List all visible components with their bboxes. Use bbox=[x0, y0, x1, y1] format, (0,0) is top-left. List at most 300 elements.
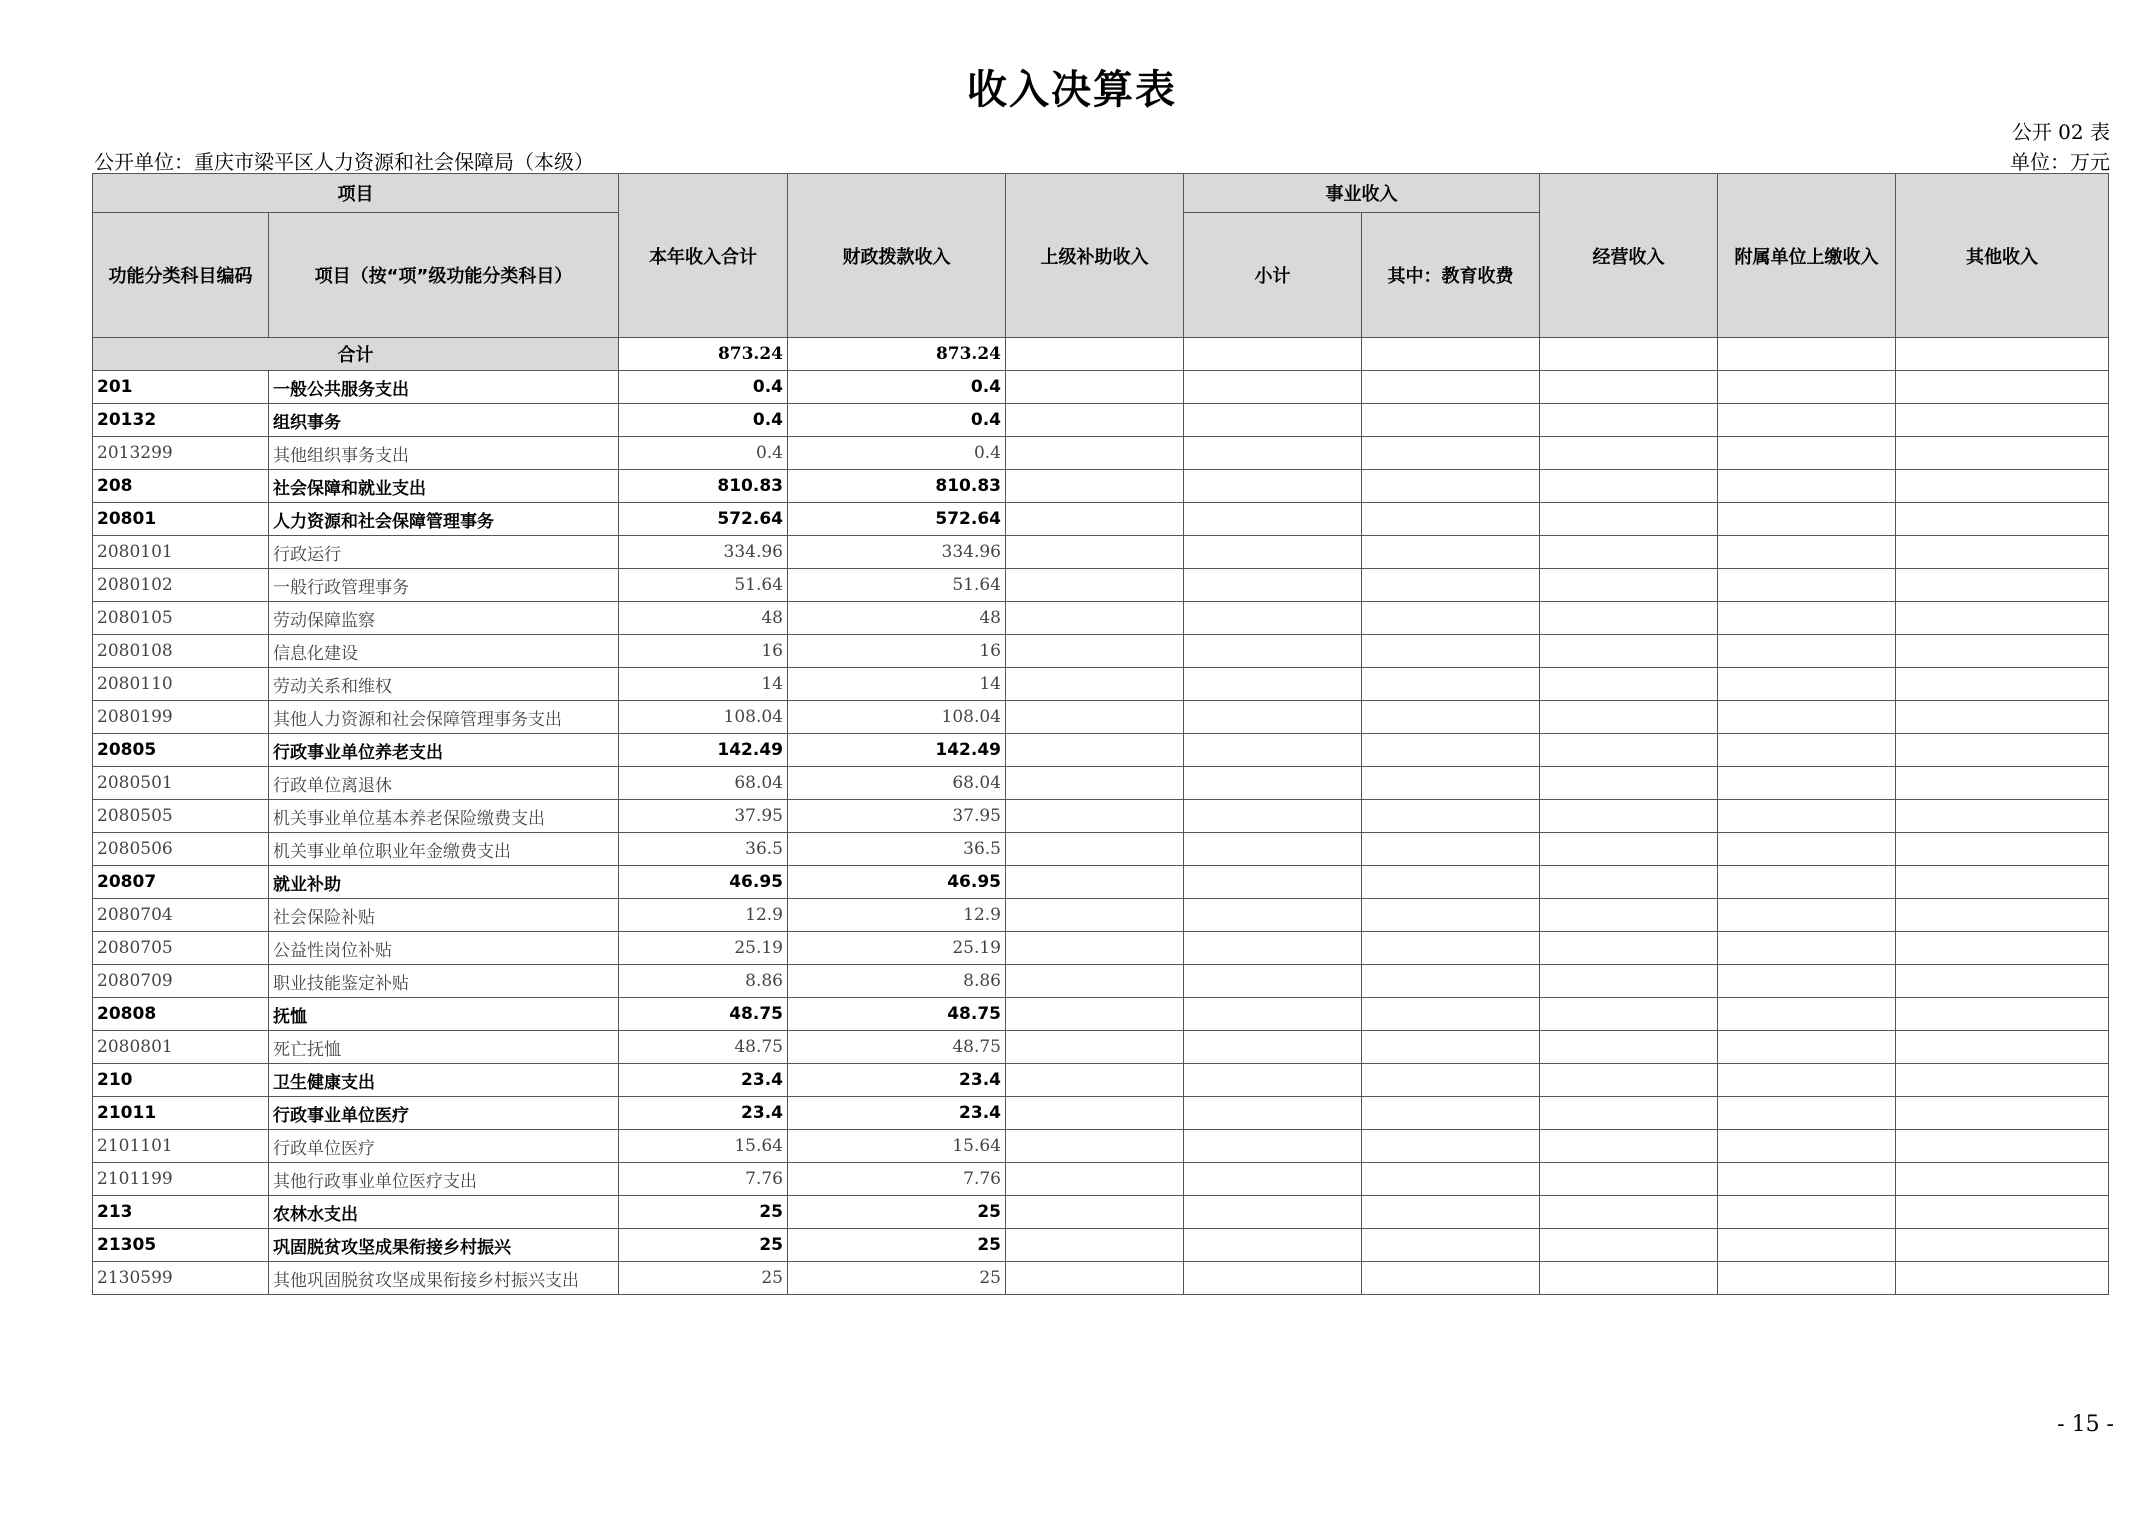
function-code-cell: 20807 bbox=[93, 866, 269, 899]
empty-cell bbox=[1896, 899, 2109, 932]
empty-cell bbox=[1362, 338, 1540, 371]
empty-cell bbox=[1540, 668, 1718, 701]
item-name-cell: 农林水支出 bbox=[269, 1196, 619, 1229]
item-name-cell: 公益性岗位补贴 bbox=[269, 932, 619, 965]
fiscal-appropriation-cell: 0.4 bbox=[788, 371, 1006, 404]
empty-cell bbox=[1006, 998, 1184, 1031]
item-name-cell: 机关事业单位基本养老保险缴费支出 bbox=[269, 800, 619, 833]
function-code-cell: 2080705 bbox=[93, 932, 269, 965]
item-name-cell: 死亡抚恤 bbox=[269, 1031, 619, 1064]
empty-cell bbox=[1006, 1229, 1184, 1262]
empty-cell bbox=[1896, 1229, 2109, 1262]
business-income-group-header: 事业收入 bbox=[1184, 174, 1540, 213]
function-code-cell: 2080801 bbox=[93, 1031, 269, 1064]
empty-cell bbox=[1184, 866, 1362, 899]
table-row bbox=[93, 1097, 2109, 1130]
total-income-cell: 48.75 bbox=[619, 998, 788, 1031]
empty-cell bbox=[1540, 635, 1718, 668]
empty-cell bbox=[1006, 635, 1184, 668]
total-income-header: 本年收入合计 bbox=[619, 174, 788, 338]
empty-cell bbox=[1184, 899, 1362, 932]
income-settlement-table bbox=[92, 173, 2109, 1295]
fiscal-appropriation-cell: 37.95 bbox=[788, 800, 1006, 833]
empty-cell bbox=[1362, 1163, 1540, 1196]
item-name-cell: 信息化建设 bbox=[269, 635, 619, 668]
total-income-cell: 36.5 bbox=[619, 833, 788, 866]
empty-cell bbox=[1006, 668, 1184, 701]
empty-cell bbox=[1006, 536, 1184, 569]
total-income-cell: 37.95 bbox=[619, 800, 788, 833]
fiscal-appropriation-cell: 142.49 bbox=[788, 734, 1006, 767]
empty-cell bbox=[1184, 536, 1362, 569]
function-code-cell: 2080506 bbox=[93, 833, 269, 866]
empty-cell bbox=[1184, 965, 1362, 998]
empty-cell bbox=[1006, 371, 1184, 404]
fiscal-appropriation-cell: 25 bbox=[788, 1196, 1006, 1229]
empty-cell bbox=[1540, 569, 1718, 602]
empty-cell bbox=[1006, 338, 1184, 371]
item-name-cell: 行政运行 bbox=[269, 536, 619, 569]
empty-cell bbox=[1718, 800, 1896, 833]
total-income-cell: 48 bbox=[619, 602, 788, 635]
empty-cell bbox=[1718, 701, 1896, 734]
empty-cell bbox=[1362, 1130, 1540, 1163]
function-code-cell: 2101199 bbox=[93, 1163, 269, 1196]
item-name-cell: 一般公共服务支出 bbox=[269, 371, 619, 404]
function-code-cell: 20132 bbox=[93, 404, 269, 437]
empty-cell bbox=[1896, 1064, 2109, 1097]
empty-cell bbox=[1540, 503, 1718, 536]
empty-cell bbox=[1006, 1262, 1184, 1295]
function-code-cell: 201 bbox=[93, 371, 269, 404]
empty-cell bbox=[1006, 569, 1184, 602]
empty-cell bbox=[1718, 404, 1896, 437]
function-code-header: 功能分类科目编码 bbox=[93, 213, 269, 338]
empty-cell bbox=[1006, 866, 1184, 899]
empty-cell bbox=[1896, 470, 2109, 503]
empty-cell bbox=[1718, 1196, 1896, 1229]
empty-cell bbox=[1896, 536, 2109, 569]
function-code-cell: 2080709 bbox=[93, 965, 269, 998]
table-row bbox=[93, 1031, 2109, 1064]
table-row bbox=[93, 668, 2109, 701]
total-income-cell: 15.64 bbox=[619, 1130, 788, 1163]
empty-cell bbox=[1184, 1229, 1362, 1262]
empty-cell bbox=[1362, 701, 1540, 734]
table-row bbox=[93, 569, 2109, 602]
table-row bbox=[93, 503, 2109, 536]
empty-cell bbox=[1540, 998, 1718, 1031]
fiscal-appropriation-cell: 7.76 bbox=[788, 1163, 1006, 1196]
empty-cell bbox=[1540, 800, 1718, 833]
empty-cell bbox=[1896, 932, 2109, 965]
empty-cell bbox=[1362, 1097, 1540, 1130]
empty-cell bbox=[1718, 668, 1896, 701]
empty-cell bbox=[1184, 1064, 1362, 1097]
item-name-cell: 职业技能鉴定补贴 bbox=[269, 965, 619, 998]
empty-cell bbox=[1540, 932, 1718, 965]
fiscal-appropriation-header: 财政拨款收入 bbox=[788, 174, 1006, 338]
table-row bbox=[93, 734, 2109, 767]
empty-cell bbox=[1896, 503, 2109, 536]
empty-cell bbox=[1184, 701, 1362, 734]
empty-cell bbox=[1184, 998, 1362, 1031]
fiscal-appropriation-cell: 25 bbox=[788, 1229, 1006, 1262]
fiscal-appropriation-cell: 873.24 bbox=[788, 338, 1006, 371]
empty-cell bbox=[1184, 668, 1362, 701]
table-row bbox=[93, 965, 2109, 998]
item-name-cell: 行政单位离退休 bbox=[269, 767, 619, 800]
function-code-cell: 2080704 bbox=[93, 899, 269, 932]
empty-cell bbox=[1362, 602, 1540, 635]
fiscal-appropriation-cell: 14 bbox=[788, 668, 1006, 701]
total-income-cell: 23.4 bbox=[619, 1064, 788, 1097]
empty-cell bbox=[1006, 503, 1184, 536]
currency-unit: 单位：万元 bbox=[2010, 150, 2110, 174]
empty-cell bbox=[1718, 338, 1896, 371]
empty-cell bbox=[1896, 866, 2109, 899]
table-row bbox=[93, 437, 2109, 470]
empty-cell bbox=[1718, 371, 1896, 404]
function-code-cell: 210 bbox=[93, 1064, 269, 1097]
empty-cell bbox=[1540, 1196, 1718, 1229]
empty-cell bbox=[1718, 1064, 1896, 1097]
item-name-cell: 巩固脱贫攻坚成果衔接乡村振兴 bbox=[269, 1229, 619, 1262]
total-label: 合计 bbox=[93, 338, 619, 371]
empty-cell bbox=[1362, 1262, 1540, 1295]
item-name-cell: 卫生健康支出 bbox=[269, 1064, 619, 1097]
empty-cell bbox=[1184, 404, 1362, 437]
empty-cell bbox=[1362, 734, 1540, 767]
function-code-cell: 2013299 bbox=[93, 437, 269, 470]
empty-cell bbox=[1718, 965, 1896, 998]
reporting-unit: 公开单位：重庆市梁平区人力资源和社会保障局（本级） bbox=[94, 150, 594, 174]
empty-cell bbox=[1006, 800, 1184, 833]
item-name-cell: 社会保险补贴 bbox=[269, 899, 619, 932]
function-code-cell: 21305 bbox=[93, 1229, 269, 1262]
empty-cell bbox=[1362, 635, 1540, 668]
empty-cell bbox=[1006, 833, 1184, 866]
item-name-cell: 一般行政管理事务 bbox=[269, 569, 619, 602]
other-income-header: 其他收入 bbox=[1896, 174, 2109, 338]
empty-cell bbox=[1362, 866, 1540, 899]
empty-cell bbox=[1006, 734, 1184, 767]
item-name-cell: 劳动保障监察 bbox=[269, 602, 619, 635]
total-income-cell: 48.75 bbox=[619, 1031, 788, 1064]
fiscal-appropriation-cell: 68.04 bbox=[788, 767, 1006, 800]
table-row bbox=[93, 998, 2109, 1031]
empty-cell bbox=[1718, 767, 1896, 800]
table-row bbox=[93, 1196, 2109, 1229]
empty-cell bbox=[1718, 503, 1896, 536]
fiscal-appropriation-cell: 36.5 bbox=[788, 833, 1006, 866]
table-row bbox=[93, 833, 2109, 866]
table-row bbox=[93, 470, 2109, 503]
fiscal-appropriation-cell: 334.96 bbox=[788, 536, 1006, 569]
empty-cell bbox=[1362, 932, 1540, 965]
empty-cell bbox=[1896, 1130, 2109, 1163]
empty-cell bbox=[1718, 1163, 1896, 1196]
empty-cell bbox=[1540, 437, 1718, 470]
empty-cell bbox=[1896, 404, 2109, 437]
total-income-cell: 7.76 bbox=[619, 1163, 788, 1196]
function-code-cell: 2130599 bbox=[93, 1262, 269, 1295]
empty-cell bbox=[1896, 965, 2109, 998]
item-name-cell: 行政事业单位养老支出 bbox=[269, 734, 619, 767]
empty-cell bbox=[1184, 1163, 1362, 1196]
fiscal-appropriation-cell: 12.9 bbox=[788, 899, 1006, 932]
empty-cell bbox=[1362, 503, 1540, 536]
total-income-cell: 51.64 bbox=[619, 569, 788, 602]
empty-cell bbox=[1718, 470, 1896, 503]
empty-cell bbox=[1006, 899, 1184, 932]
empty-cell bbox=[1006, 1196, 1184, 1229]
empty-cell bbox=[1184, 1097, 1362, 1130]
empty-cell bbox=[1184, 833, 1362, 866]
empty-cell bbox=[1718, 635, 1896, 668]
total-income-cell: 0.4 bbox=[619, 371, 788, 404]
empty-cell bbox=[1184, 767, 1362, 800]
empty-cell bbox=[1184, 569, 1362, 602]
empty-cell bbox=[1896, 734, 2109, 767]
empty-cell bbox=[1006, 1163, 1184, 1196]
empty-cell bbox=[1540, 1262, 1718, 1295]
empty-cell bbox=[1540, 899, 1718, 932]
function-code-cell: 208 bbox=[93, 470, 269, 503]
empty-cell bbox=[1540, 1229, 1718, 1262]
total-income-cell: 12.9 bbox=[619, 899, 788, 932]
table-row bbox=[93, 635, 2109, 668]
empty-cell bbox=[1896, 1196, 2109, 1229]
function-code-cell: 20805 bbox=[93, 734, 269, 767]
empty-cell bbox=[1540, 1163, 1718, 1196]
empty-cell bbox=[1362, 998, 1540, 1031]
empty-cell bbox=[1718, 1229, 1896, 1262]
total-income-cell: 810.83 bbox=[619, 470, 788, 503]
empty-cell bbox=[1006, 965, 1184, 998]
empty-cell bbox=[1718, 1130, 1896, 1163]
empty-cell bbox=[1006, 767, 1184, 800]
empty-cell bbox=[1006, 1064, 1184, 1097]
empty-cell bbox=[1718, 899, 1896, 932]
function-code-cell: 2080105 bbox=[93, 602, 269, 635]
empty-cell bbox=[1896, 767, 2109, 800]
table-row bbox=[93, 899, 2109, 932]
empty-cell bbox=[1184, 602, 1362, 635]
empty-cell bbox=[1184, 932, 1362, 965]
empty-cell bbox=[1718, 602, 1896, 635]
empty-cell bbox=[1896, 635, 2109, 668]
fiscal-appropriation-cell: 51.64 bbox=[788, 569, 1006, 602]
fiscal-appropriation-cell: 23.4 bbox=[788, 1064, 1006, 1097]
table-row bbox=[93, 1130, 2109, 1163]
fiscal-appropriation-cell: 810.83 bbox=[788, 470, 1006, 503]
empty-cell bbox=[1362, 1064, 1540, 1097]
function-code-cell: 2080108 bbox=[93, 635, 269, 668]
item-name-cell: 其他行政事业单位医疗支出 bbox=[269, 1163, 619, 1196]
affiliate-remittance-header: 附属单位上缴收入 bbox=[1718, 174, 1896, 338]
empty-cell bbox=[1540, 1097, 1718, 1130]
total-income-cell: 68.04 bbox=[619, 767, 788, 800]
fiscal-appropriation-cell: 8.86 bbox=[788, 965, 1006, 998]
report-title: 收入决算表 bbox=[967, 67, 1177, 113]
table-row bbox=[93, 800, 2109, 833]
empty-cell bbox=[1362, 899, 1540, 932]
empty-cell bbox=[1362, 767, 1540, 800]
function-code-cell: 21011 bbox=[93, 1097, 269, 1130]
empty-cell bbox=[1540, 767, 1718, 800]
total-income-cell: 46.95 bbox=[619, 866, 788, 899]
empty-cell bbox=[1184, 437, 1362, 470]
empty-cell bbox=[1006, 437, 1184, 470]
empty-cell bbox=[1540, 404, 1718, 437]
total-income-cell: 16 bbox=[619, 635, 788, 668]
empty-cell bbox=[1718, 866, 1896, 899]
empty-cell bbox=[1184, 470, 1362, 503]
empty-cell bbox=[1896, 437, 2109, 470]
item-name-cell: 劳动关系和维权 bbox=[269, 668, 619, 701]
item-name-cell: 就业补助 bbox=[269, 866, 619, 899]
fiscal-appropriation-cell: 48 bbox=[788, 602, 1006, 635]
table-row bbox=[93, 1163, 2109, 1196]
empty-cell bbox=[1896, 701, 2109, 734]
table-row bbox=[93, 602, 2109, 635]
fiscal-appropriation-cell: 16 bbox=[788, 635, 1006, 668]
empty-cell bbox=[1362, 404, 1540, 437]
total-income-cell: 25 bbox=[619, 1229, 788, 1262]
empty-cell bbox=[1896, 1031, 2109, 1064]
fiscal-appropriation-cell: 48.75 bbox=[788, 1031, 1006, 1064]
empty-cell bbox=[1896, 1262, 2109, 1295]
item-name-cell: 其他巩固脱贫攻坚成果衔接乡村振兴支出 bbox=[269, 1262, 619, 1295]
table-row bbox=[93, 866, 2109, 899]
operating-income-header: 经营收入 bbox=[1540, 174, 1718, 338]
function-code-cell: 2080505 bbox=[93, 800, 269, 833]
empty-cell bbox=[1362, 470, 1540, 503]
table-row bbox=[93, 701, 2109, 734]
empty-cell bbox=[1006, 1130, 1184, 1163]
empty-cell bbox=[1540, 371, 1718, 404]
empty-cell bbox=[1184, 503, 1362, 536]
item-name-cell: 其他人力资源和社会保障管理事务支出 bbox=[269, 701, 619, 734]
empty-cell bbox=[1540, 734, 1718, 767]
fiscal-appropriation-cell: 25.19 bbox=[788, 932, 1006, 965]
item-name-cell: 社会保障和就业支出 bbox=[269, 470, 619, 503]
table-row bbox=[93, 1262, 2109, 1295]
empty-cell bbox=[1362, 965, 1540, 998]
empty-cell bbox=[1896, 800, 2109, 833]
empty-cell bbox=[1006, 1031, 1184, 1064]
item-name-cell: 组织事务 bbox=[269, 404, 619, 437]
empty-cell bbox=[1362, 569, 1540, 602]
empty-cell bbox=[1718, 1031, 1896, 1064]
empty-cell bbox=[1540, 1130, 1718, 1163]
empty-cell bbox=[1540, 866, 1718, 899]
empty-cell bbox=[1896, 338, 2109, 371]
empty-cell bbox=[1718, 437, 1896, 470]
total-income-cell: 14 bbox=[619, 668, 788, 701]
fiscal-appropriation-cell: 0.4 bbox=[788, 437, 1006, 470]
empty-cell bbox=[1540, 1064, 1718, 1097]
empty-cell bbox=[1184, 734, 1362, 767]
superior-subsidy-header: 上级补助收入 bbox=[1006, 174, 1184, 338]
empty-cell bbox=[1896, 998, 2109, 1031]
fiscal-appropriation-cell: 25 bbox=[788, 1262, 1006, 1295]
empty-cell bbox=[1006, 932, 1184, 965]
function-code-cell: 2080501 bbox=[93, 767, 269, 800]
fiscal-appropriation-cell: 572.64 bbox=[788, 503, 1006, 536]
form-number: 公开 02 表 bbox=[2011, 120, 2110, 144]
empty-cell bbox=[1184, 800, 1362, 833]
empty-cell bbox=[1540, 701, 1718, 734]
empty-cell bbox=[1718, 1262, 1896, 1295]
empty-cell bbox=[1540, 833, 1718, 866]
function-code-cell: 2080102 bbox=[93, 569, 269, 602]
empty-cell bbox=[1896, 668, 2109, 701]
table-row bbox=[93, 932, 2109, 965]
empty-cell bbox=[1006, 701, 1184, 734]
function-code-cell: 20801 bbox=[93, 503, 269, 536]
empty-cell bbox=[1184, 635, 1362, 668]
empty-cell bbox=[1184, 1262, 1362, 1295]
total-income-cell: 334.96 bbox=[619, 536, 788, 569]
total-income-cell: 572.64 bbox=[619, 503, 788, 536]
total-income-cell: 8.86 bbox=[619, 965, 788, 998]
total-income-cell: 25.19 bbox=[619, 932, 788, 965]
empty-cell bbox=[1540, 470, 1718, 503]
empty-cell bbox=[1184, 338, 1362, 371]
fiscal-appropriation-cell: 108.04 bbox=[788, 701, 1006, 734]
business-subtotal-header: 小计 bbox=[1184, 213, 1362, 338]
empty-cell bbox=[1718, 998, 1896, 1031]
item-name-cell: 行政事业单位医疗 bbox=[269, 1097, 619, 1130]
empty-cell bbox=[1540, 338, 1718, 371]
item-name-cell: 抚恤 bbox=[269, 998, 619, 1031]
fiscal-appropriation-cell: 15.64 bbox=[788, 1130, 1006, 1163]
function-code-cell: 2080199 bbox=[93, 701, 269, 734]
empty-cell bbox=[1540, 602, 1718, 635]
empty-cell bbox=[1362, 800, 1540, 833]
empty-cell bbox=[1896, 602, 2109, 635]
empty-cell bbox=[1184, 1031, 1362, 1064]
empty-cell bbox=[1896, 833, 2109, 866]
fiscal-appropriation-cell: 23.4 bbox=[788, 1097, 1006, 1130]
function-code-cell: 213 bbox=[93, 1196, 269, 1229]
empty-cell bbox=[1896, 1097, 2109, 1130]
table-row bbox=[93, 371, 2109, 404]
empty-cell bbox=[1184, 1196, 1362, 1229]
empty-cell bbox=[1718, 833, 1896, 866]
empty-cell bbox=[1362, 536, 1540, 569]
empty-cell bbox=[1362, 371, 1540, 404]
fiscal-appropriation-cell: 48.75 bbox=[788, 998, 1006, 1031]
item-name-cell: 机关事业单位职业年金缴费支出 bbox=[269, 833, 619, 866]
function-code-cell: 2080101 bbox=[93, 536, 269, 569]
total-income-cell: 108.04 bbox=[619, 701, 788, 734]
total-income-cell: 873.24 bbox=[619, 338, 788, 371]
item-name-header: 项目（按“项”级功能分类科目） bbox=[269, 213, 619, 338]
table-row bbox=[93, 767, 2109, 800]
empty-cell bbox=[1718, 1097, 1896, 1130]
item-name-cell: 其他组织事务支出 bbox=[269, 437, 619, 470]
empty-cell bbox=[1896, 1163, 2109, 1196]
table-row bbox=[93, 404, 2109, 437]
empty-cell bbox=[1718, 569, 1896, 602]
empty-cell bbox=[1184, 1130, 1362, 1163]
function-code-cell: 20808 bbox=[93, 998, 269, 1031]
empty-cell bbox=[1718, 734, 1896, 767]
empty-cell bbox=[1362, 437, 1540, 470]
